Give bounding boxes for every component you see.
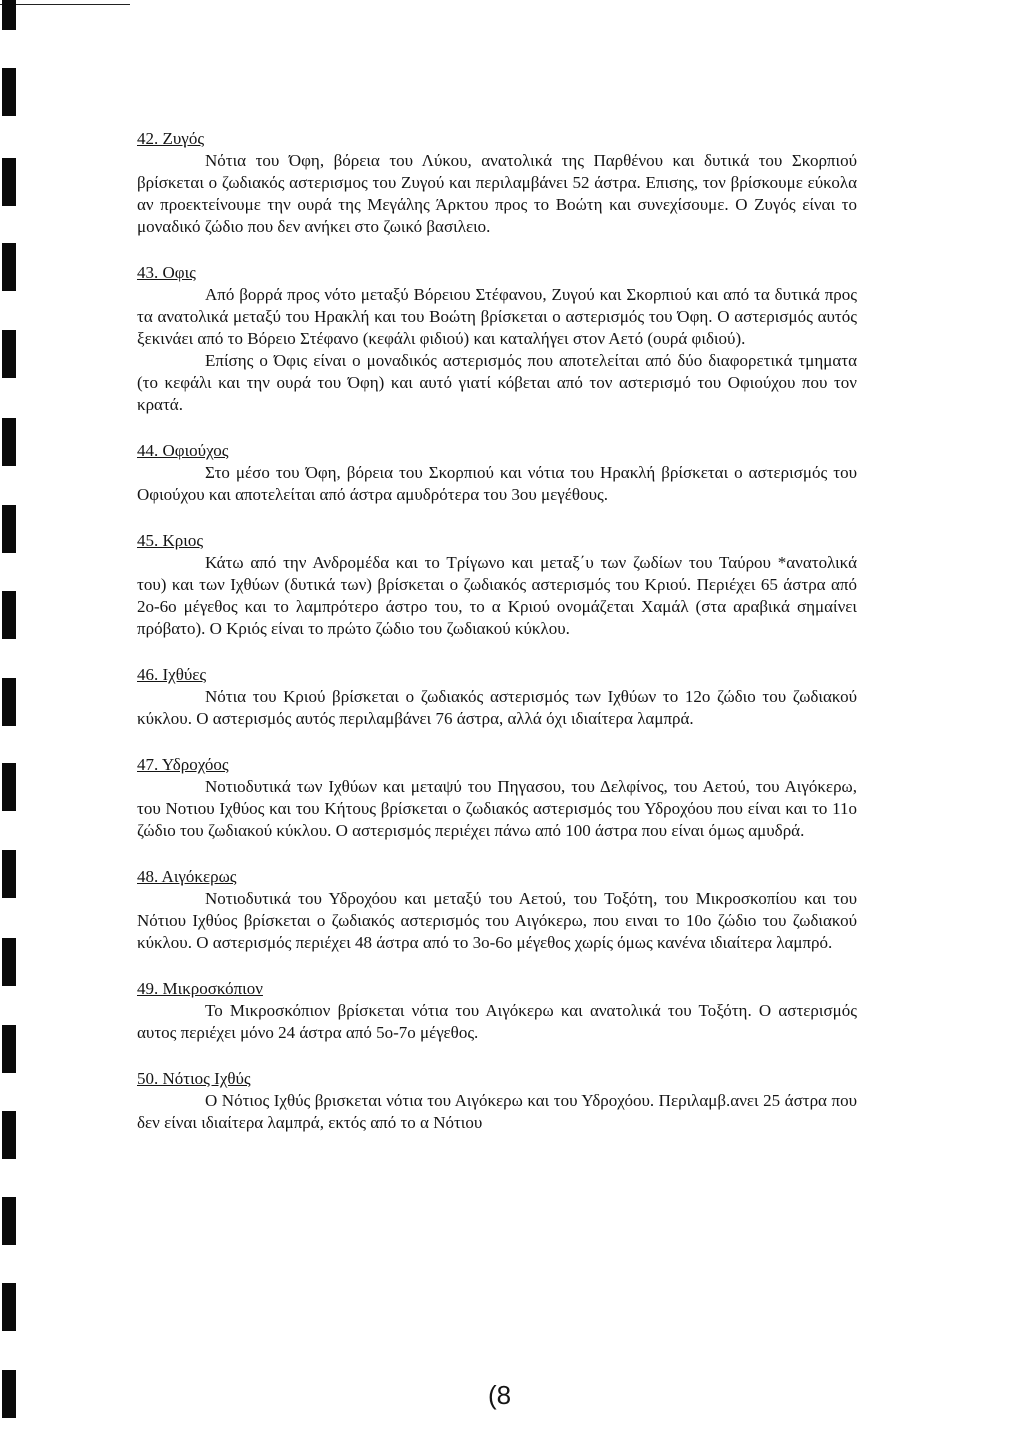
section-heading: 50. Νότιος Ιχθύς <box>137 1069 251 1088</box>
section-heading: 44. Οφιούχος <box>137 441 229 460</box>
section-zygos <box>137 128 857 238</box>
binding-mark <box>2 1197 16 1245</box>
section-heading: 42. Ζυγός <box>137 129 205 148</box>
section-krios <box>137 530 857 640</box>
binding-mark <box>2 68 16 116</box>
binding-mark <box>2 850 16 898</box>
paragraph: Κάτω από την Ανδρομέδα και το Τρίγωνο και μεταξ΄υ των ζωδίων του Ταύρου *ανατολικά του) και των Ιχθύων (δυτικά των) βρίσκεται ο ζωδιακός αστερισμός του Κριού. Περιέχει 65 άστρα από 2ο-6ο μέγεθος και το λαμπρότερο άστρο του, το α Κριού ονομάζεται Χαμάλ (στα αραβικά σημαίνει πρόβατο). Ο Κριός είναι το πρώτο ζώδιο του ζωδιακού κύκλου. <box>137 553 857 638</box>
paragraph: Νότια του Κριού βρίσκεται ο ζωδιακός αστερισμός των Ιχθύων το 12ο ζώδιο του ζωδιακού κύκλου. Ο αστερισμός αυτός περιλαμβάνει 76 άστρα, αλλά όχι ιδιαίτερα λαμπρά. <box>137 687 857 728</box>
section-ofis <box>137 262 857 416</box>
paragraph: Στο μέσο του Όφη, βόρεια του Σκορπιού και νότια του Ηρακλή βρίσκεται ο αστερισμός του Οφιούχου και αποτελείται από άστρα αμυδρότερα του 3ου μεγέθους. <box>137 463 857 504</box>
binding-mark <box>2 763 16 811</box>
paragraph: Νοτιοδυτικά του Υδροχόου και μεταξύ του Αετού, του Τοξότη, του Μικροσκοπίου και του Νότιου Ιχθύος βρίσκεται ο ζωδιακός αστερισμός του Αιγόκερω, που ειναι το 10ο ζώδιο του ζωδιακού κύκλου. Ο αστερισμός περιέχει 48 άστρα από το 3ο-6ο μέγεθος χωρίς όμως κανένα ιδιαίτερα λαμπρό. <box>137 889 857 952</box>
section-ichthyes <box>137 664 857 730</box>
binding-mark <box>2 678 16 726</box>
binding-mark <box>2 418 16 466</box>
binding-mark <box>2 243 16 291</box>
paragraph: Νότια του Όφη, βόρεια του Λύκου, ανατολικά της Παρθένου και δυτικά του Σκορπιού βρίσκεται ο ζωδιακός αστερισμος του Ζυγού και περιλαμβάνει 52 άστρα. Επισης, τον βρίσκουμε εύκολα αν προεκτείνουμε την ουρά της Μεγάλης Άρκτου προς το Βοώτη και συνεχίσουμε. Ο Ζυγός είναι το μοναδικό ζώδιο που δεν ανήκει στο ζωικό βασιλειο. <box>137 151 857 236</box>
binding-edge-marks <box>0 0 22 1451</box>
binding-mark <box>2 591 16 639</box>
section-heading: 46. Ιχθύες <box>137 665 207 684</box>
section-heading: 43. Οφις <box>137 263 196 282</box>
document-page <box>137 128 857 1134</box>
paragraph: Νοτιοδυτικά των Ιχθύων και μεταψύ του Πηγασου, του Δελφίνος, του Αετού, του Αιγόκερω, του Νοτιου Ιχθύος και του Κήτους βρίσκεται ο ζωδιακός αστερισμός του Υδροχόου που είναι και το 11ο ζώδιο του ζωδιακού κύκλου. Ο αστερισμός περιέχει πάνω από 100 άστρα που είναι όμως αμυδρά. <box>137 777 857 840</box>
section-mikroskopion <box>137 978 857 1044</box>
binding-mark <box>2 0 16 30</box>
section-heading: 49. Μικροσκόπιον <box>137 979 263 998</box>
binding-mark <box>2 1111 16 1159</box>
section-heading: 45. Κριος <box>137 531 204 550</box>
section-heading: 47. Υδροχόος <box>137 755 229 774</box>
binding-mark <box>2 1283 16 1331</box>
section-heading: 48. Αιγόκερως <box>137 867 237 886</box>
binding-mark <box>2 938 16 986</box>
binding-mark <box>2 158 16 206</box>
section-notios-ichthys <box>137 1068 857 1134</box>
paragraph: Το Μικροσκόπιον βρίσκεται νότια του Αιγόκερω και ανατολικά του Τοξότη. Ο αστερισμός αυτος περιέχει μόνο 24 άστρα από 5ο-7ο μέγεθος. <box>137 1001 857 1042</box>
paragraph: Από βορρά προς νότο μεταξύ Βόρειου Στέφανου, Ζυγού και Σκορπιού και από τα δυτικά προς τα ανατολικά μεταξύ του Ηρακλή και του Βοώτη βρίσκεται ο αστερισμός του Όφη. Ο αστερισμός αυτός ξεκινάει από το Βόρειο Στέφανο (κεφάλι φιδιού) και καταλήγει στον Αετό (ουρά φιδιού). <box>137 285 857 348</box>
paragraph: Επίσης ο Όφις είναι ο μοναδικός αστερισμός που αποτελείται από δύο διαφορετικά τμηματα (το κεφάλι και την ουρά του Όφη) και αυτό γιατί κόβεται από τον αστερισμό του Οφιούχου που τον κρατά. <box>137 351 857 414</box>
page-number: (8 <box>488 1380 512 1410</box>
paragraph: Ο Νότιος Ιχθύς βρισκεται νότια του Αιγόκερω και του Υδροχόου. Περιλαμβ.ανει 25 άστρα που δεν είναι ιδιαίτερα λαμπρά, εκτός από το α Νότιου <box>137 1091 857 1132</box>
section-ydrochoos <box>137 754 857 842</box>
binding-mark <box>2 1370 16 1418</box>
binding-mark <box>2 505 16 553</box>
section-aigokeros <box>137 866 857 954</box>
binding-mark <box>2 330 16 378</box>
binding-mark <box>2 1025 16 1073</box>
section-ofiouchos <box>137 440 857 506</box>
